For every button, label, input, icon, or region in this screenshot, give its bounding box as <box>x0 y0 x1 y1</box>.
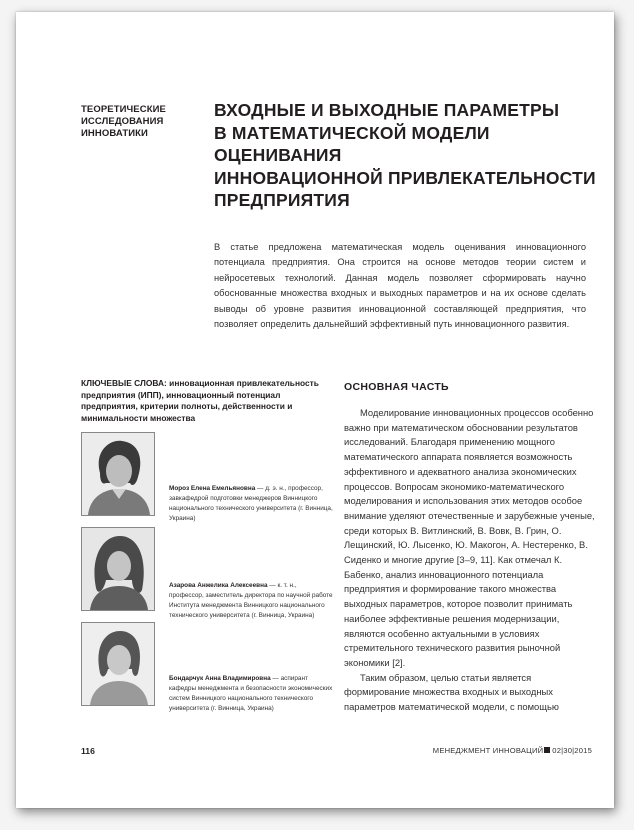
author-photo <box>81 622 155 706</box>
title-line: ИННОВАЦИОННОЙ ПРИВЛЕКАТЕЛЬНОСТИ <box>214 167 596 188</box>
issue-number: 02|30|2015 <box>552 746 592 755</box>
author-description: — д. э. н., профессор, завкафедрой подготовки менеджеров Винницкого национального технического университета (г. Винница, Украина) <box>169 485 333 522</box>
section-heading: ОСНОВНАЯ ЧАСТЬ <box>344 381 449 393</box>
abstract: В статье предложена математическая модель оценивания инновационного потенциала предприятия. Она строится на основе методов теории систем и нейросетевых технологий. Данная модель позволяет сформировать научно обоснованные множества входных и выходных параметров и на их основе сделать выводы об уровне развития инновационной составляющей предприятия, что позволяет определить дальнейший эффективный путь инновационного развития. <box>214 242 586 330</box>
author-description: — к. т. н., профессор, заместитель директора по научной работе Института менеджмента Винницкого национального технического университета (г. Винница, Украина) <box>169 582 333 619</box>
paragraph: Таким образом, целью статьи является формирование множества входных и выходных параметров математической модели, с помощью <box>344 671 559 713</box>
author-photo <box>81 527 155 611</box>
author-photo <box>81 432 155 516</box>
author-name: Азарова Анжелика Алексеевна <box>169 582 268 589</box>
author-name: Мороз Елена Емельяновна <box>169 485 256 492</box>
section-tag-line: ИССЛЕДОВАНИЯ <box>81 116 164 127</box>
journal-name: МЕНЕДЖМЕНТ ИННОВАЦИЙ <box>432 746 544 755</box>
article-title <box>214 99 604 212</box>
author-portrait-icon <box>82 528 154 610</box>
author-portrait-icon <box>82 433 154 515</box>
section-tag-line: ТЕОРЕТИЧЕСКИЕ <box>81 104 166 115</box>
keywords: КЛЮЧЕВЫЕ СЛОВА: инновационная привлекательность предприятия (ИПП), инновационный потенциал предприятия, критерии полноты, действенности и минимальности множества <box>81 378 319 423</box>
author-description: — аспирант кафедры менеджмента и безопасности экономических систем Винницкого национального технического университета (г. Винница, Украина) <box>169 675 333 712</box>
paragraph: Моделирование инновационных процессов особенно важно при математическом обосновании результатов исследований. Благодаря применению мощного математического аппарата появляется возможность эффективного и адекватного анализа экономических процессов. Вопросам экономико-математического моделирования и использования этих методов особое внимание уделяют отечественные и зарубежные ученые, среди которых В. Витлинский, В. Вовк, В. Грин, О. Лещинский, Ю. Лысенко, Ю. Макогон, А. Нестеренко, В. Сиденко и многие другие [3–9, 11]. Как отмечал К. Бабенко, анализ инновационного потенциала предприятия и формирование такого множества выходных параметров, которое позволит принимать наиболее эффективные решения модернизации, являются особенно актуальными в условиях стремительного технического развития рыночной экономики [2]. <box>344 407 595 668</box>
section-tag <box>81 104 201 140</box>
title-line: ПРЕДПРИЯТИЯ <box>214 190 350 210</box>
author-bio <box>169 581 333 621</box>
body-text <box>344 406 596 715</box>
author-bio <box>169 674 333 714</box>
author-portrait-icon <box>82 623 154 705</box>
page-number: 116 <box>81 746 95 756</box>
author-bio <box>169 484 333 524</box>
journal-footer <box>433 746 592 755</box>
square-icon <box>544 747 550 753</box>
title-line: ВХОДНЫЕ И ВЫХОДНЫЕ ПАРАМЕТРЫ <box>214 100 560 120</box>
journal-page <box>16 12 614 808</box>
title-line: В МАТЕМАТИЧЕСКОЙ МОДЕЛИ ОЦЕНИВАНИЯ <box>214 122 490 165</box>
section-tag-line: ИННОВАТИКИ <box>81 128 148 139</box>
author-name: Бондарчук Анна Владимировна <box>169 675 271 682</box>
